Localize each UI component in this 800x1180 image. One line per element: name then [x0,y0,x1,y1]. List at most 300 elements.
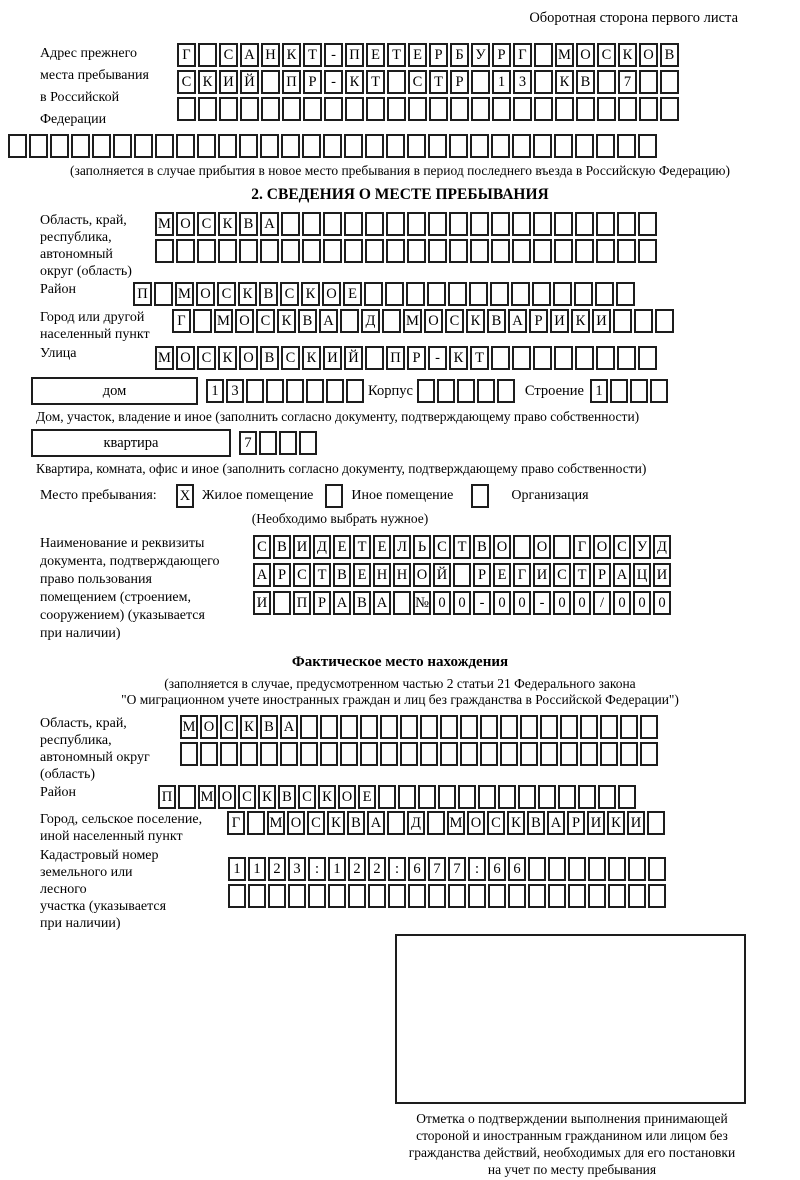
char-cell [500,742,518,766]
char-cell: 0 [513,591,531,615]
char-cell: С [408,70,427,94]
dom-box-label: дом [31,377,198,405]
char-cell [259,431,277,455]
char-cell [393,591,411,615]
char-cell: О [176,346,195,370]
char-cell [282,97,301,121]
char-cell [387,811,405,835]
char-cell [360,715,378,739]
char-cell [247,811,265,835]
label-line: при наличии) [40,626,121,641]
char-cell: : [468,857,486,881]
char-cell: 1 [328,857,346,881]
char-cell [588,884,606,908]
mesto-note: (Необходимо выбрать нужное) [251,511,429,526]
label-line: автономный [40,247,113,262]
char-cell [491,239,510,263]
char-cell [326,379,344,403]
char-cell [511,282,530,306]
char-cell: К [507,811,525,835]
char-cell: : [308,857,326,881]
char-cell: В [259,282,278,306]
prev-address-label [40,43,177,131]
prev-address-row-4 [8,134,800,158]
char-cell [344,239,363,263]
char-cell: Е [343,282,362,306]
char-cell [240,742,258,766]
char-cell: М [214,309,233,333]
char-cell: А [240,43,259,67]
char-cell [364,282,383,306]
kvartira-block [40,429,800,457]
char-cell [638,346,657,370]
char-cell [239,239,258,263]
char-cell: С [256,309,275,333]
caption-line: гражданства действий, необходимых для его постановки [408,1145,736,1160]
char-cell: И [533,563,551,587]
char-cell: В [660,43,679,67]
document-block [40,535,800,643]
char-cell: А [319,309,338,333]
fact-oblast-label [40,715,180,783]
char-cell [613,309,632,333]
char-cell: О [322,282,341,306]
fact-oblast-rows [180,715,658,766]
char-cell: О [413,563,431,587]
char-cell: К [258,785,276,809]
document-row-3 [253,591,671,615]
char-cell [340,309,359,333]
char-cell [8,134,27,158]
char-cell: У [471,43,490,67]
zhiloe-checkbox [176,484,194,508]
char-cell: М [155,212,174,236]
label-line: (область) [40,767,96,782]
char-cell: Д [653,535,671,559]
char-cell [528,857,546,881]
char-cell [273,591,291,615]
char-cell: Е [373,535,391,559]
oblast-block [40,212,800,280]
char-cell [50,134,69,158]
confirmation-stamp-box [395,934,746,1104]
char-cell: - [473,591,491,615]
stroenie-row [590,379,668,403]
char-cell: - [324,70,343,94]
char-cell [532,282,551,306]
char-cell [323,239,342,263]
char-cell: К [327,811,345,835]
char-cell: 7 [618,70,637,94]
char-cell [608,884,626,908]
org-checkbox [471,484,489,508]
char-cell: 1 [206,379,224,403]
char-cell: О [493,535,511,559]
fact-intro-line-2: "О миграционном учете иностранных граждан и лиц без гражданства в Российской Федерации") [121,692,679,707]
char-cell [620,742,638,766]
char-cell: 3 [513,70,532,94]
char-cell: С [298,785,316,809]
char-cell [575,212,594,236]
char-cell: И [627,811,645,835]
char-cell: Р [450,70,469,94]
char-cell: С [177,70,196,94]
char-cell: 1 [248,857,266,881]
char-cell [408,884,426,908]
char-cell: К [301,282,320,306]
prev-address-rows [177,43,679,121]
char-cell: Е [358,785,376,809]
char-cell: 7 [239,431,257,455]
char-cell: В [473,535,491,559]
char-cell: Р [529,309,548,333]
char-cell [574,282,593,306]
char-cell: П [133,282,152,306]
char-cell [508,884,526,908]
char-cell [428,212,447,236]
char-cell [323,134,342,158]
char-cell: О [196,282,215,306]
char-cell [500,715,518,739]
char-cell: О [200,715,218,739]
char-cell [198,97,217,121]
char-cell: В [576,70,595,94]
char-cell: А [280,715,298,739]
char-cell [460,715,478,739]
char-cell [449,212,468,236]
char-cell: Б [450,43,469,67]
char-cell: 1 [228,857,246,881]
char-cell: О [467,811,485,835]
mesto-label: Место пребывания: [40,488,157,503]
char-cell: И [653,563,671,587]
char-cell: Г [513,563,531,587]
char-cell [280,742,298,766]
char-cell: 2 [348,857,366,881]
char-cell: 1 [492,70,511,94]
char-cell: А [613,563,631,587]
char-cell [600,742,618,766]
char-cell: 1 [590,379,608,403]
char-cell [597,97,616,121]
char-cell [540,742,558,766]
char-cell: X [176,484,194,508]
char-cell [610,379,628,403]
char-cell [428,884,446,908]
char-cell: В [273,535,291,559]
char-cell [628,857,646,881]
char-cell: К [240,715,258,739]
char-cell: П [282,70,301,94]
char-cell [477,379,495,403]
ulitsa-block [40,346,800,370]
char-cell [180,742,198,766]
label-line: в Российской [40,90,120,105]
char-cell [634,309,653,333]
char-cell [29,134,48,158]
char-cell [366,97,385,121]
char-cell: - [324,43,343,67]
char-cell [344,134,363,158]
fact-raion-row [158,785,636,809]
char-cell [596,134,615,158]
section2-title: 2. СВЕДЕНИЯ О МЕСТЕ ПРЕБЫВАНИЯ [251,186,549,203]
char-cell: Е [493,563,511,587]
char-cell [513,97,532,121]
oblast-row-2 [155,239,657,263]
char-cell [576,97,595,121]
char-cell [534,97,553,121]
kvartira-box-label: квартира [31,429,231,457]
char-cell [155,134,174,158]
char-cell [639,97,658,121]
label-line: Город, сельское поселение, [40,812,203,827]
char-cell: В [347,811,365,835]
char-cell: К [607,811,625,835]
char-cell [193,309,212,333]
label-line: Наименование и реквизиты [40,536,205,551]
char-cell: К [238,282,257,306]
char-cell [380,715,398,739]
char-cell: М [198,785,216,809]
char-cell: С [197,346,216,370]
caption-line: Отметка о подтверждении выполнения принимающей [416,1111,728,1126]
char-cell [420,715,438,739]
char-cell [178,785,196,809]
char-cell: Й [433,563,451,587]
char-cell: С [217,282,236,306]
char-cell [490,282,509,306]
document-rows [253,535,671,615]
char-cell: К [571,309,590,333]
document-row-2 [253,563,671,587]
char-cell [218,239,237,263]
char-cell: И [587,811,605,835]
char-cell [427,811,445,835]
char-cell [407,134,426,158]
char-cell: А [367,811,385,835]
char-cell: А [260,212,279,236]
char-cell [420,742,438,766]
char-cell: Т [366,70,385,94]
char-cell: П [386,346,405,370]
char-cell [368,884,386,908]
char-cell: Р [593,563,611,587]
char-cell: С [280,282,299,306]
char-cell [449,239,468,263]
char-cell [407,239,426,263]
char-cell [440,715,458,739]
document-label [40,535,253,643]
char-cell: Р [473,563,491,587]
char-cell [302,239,321,263]
char-cell [408,97,427,121]
char-cell: : [388,857,406,881]
char-cell [268,884,286,908]
prev-address-row-3 [177,97,679,121]
char-cell [596,212,615,236]
char-cell [281,212,300,236]
dom-block [40,377,800,405]
char-cell: И [592,309,611,333]
inoe-label: Иное помещение [351,488,454,503]
char-cell [382,309,401,333]
char-cell: 0 [573,591,591,615]
char-cell [520,715,538,739]
char-cell [340,715,358,739]
char-cell [617,346,636,370]
char-cell: 3 [226,379,244,403]
prev-address-block [40,43,800,131]
char-cell [449,134,468,158]
char-cell [639,70,658,94]
label-line: Город или другой [40,310,145,325]
char-cell: Г [227,811,245,835]
char-cell: Г [172,309,191,333]
char-cell [429,97,448,121]
label-line: сооружением) (указывается [40,608,205,623]
char-cell [617,239,636,263]
char-cell [448,282,467,306]
char-cell: К [466,309,485,333]
fact-raion-block [40,785,800,809]
char-cell: Й [344,346,363,370]
char-cell [497,379,515,403]
char-cell [386,212,405,236]
char-cell [518,785,536,809]
char-cell [575,134,594,158]
char-cell [458,785,476,809]
char-cell: И [323,346,342,370]
korpus-row [417,379,515,403]
char-cell [638,239,657,263]
char-cell [92,134,111,158]
fact-oblast-block [40,715,800,783]
char-cell [520,742,538,766]
label-line: республика, [40,230,112,245]
char-cell [398,785,416,809]
char-cell [240,97,259,121]
kadastr-block [40,847,800,932]
char-cell [647,811,665,835]
char-cell: С [220,715,238,739]
char-cell [620,715,638,739]
char-cell [512,346,531,370]
char-cell [155,239,174,263]
char-cell: Г [573,535,591,559]
char-cell [261,70,280,94]
char-cell: С [219,43,238,67]
ulitsa-row [155,346,657,370]
char-cell: Р [313,591,331,615]
char-cell: 7 [448,857,466,881]
char-cell: Н [373,563,391,587]
char-cell: 2 [368,857,386,881]
char-cell [596,239,615,263]
char-cell [660,70,679,94]
char-cell [325,484,343,508]
char-cell: К [218,212,237,236]
char-cell: - [428,346,447,370]
char-cell: А [373,591,391,615]
char-cell [300,715,318,739]
document-row-1 [253,535,671,559]
char-cell: П [158,785,176,809]
char-cell: Ц [633,563,651,587]
char-cell: К [345,70,364,94]
char-cell [469,282,488,306]
char-cell: М [155,346,174,370]
char-cell [596,346,615,370]
char-cell: 0 [453,591,471,615]
char-cell [595,282,614,306]
char-cell: С [433,535,451,559]
char-cell [457,379,475,403]
label-line: Федерации [40,112,107,127]
kvartira-note: Квартира, комната, офис и иное (заполнить согласно документу, подтверждающему право собственности) [36,461,647,476]
char-cell [340,742,358,766]
char-cell: К [282,43,301,67]
prev-address-row-2 [177,70,679,94]
char-cell [450,97,469,121]
char-cell [365,239,384,263]
char-cell [470,212,489,236]
char-cell [568,884,586,908]
char-cell [638,134,657,158]
char-cell: Р [429,43,448,67]
char-cell: К [318,785,336,809]
char-cell [554,134,573,158]
char-cell [197,239,216,263]
char-cell [470,239,489,263]
char-cell: С [487,811,505,835]
fact-gorod-row [227,811,665,835]
fact-oblast-row-2 [180,742,658,766]
stamp-caption [397,1110,747,1178]
mesto-prebyvaniya-block [40,484,800,508]
char-cell [386,239,405,263]
char-cell: С [238,785,256,809]
char-cell [427,282,446,306]
char-cell: С [597,43,616,67]
char-cell: 6 [508,857,526,881]
char-cell: 0 [613,591,631,615]
char-cell [478,785,496,809]
char-cell: Н [393,563,411,587]
char-cell: Н [261,43,280,67]
char-cell [200,742,218,766]
inoe-checkbox [325,484,343,508]
char-cell [468,884,486,908]
char-cell [400,715,418,739]
char-cell: 0 [633,591,651,615]
char-cell: И [219,70,238,94]
char-cell [279,431,297,455]
char-cell: С [253,535,271,559]
char-cell: 0 [433,591,451,615]
char-cell [306,379,324,403]
char-cell [299,431,317,455]
label-line: земельного или лесного [40,865,133,897]
label-line: помещением (строением, [40,590,191,605]
char-cell [578,785,596,809]
char-cell: - [533,591,551,615]
char-cell: С [553,563,571,587]
char-cell: № [413,591,431,615]
char-cell: / [593,591,611,615]
char-cell: Т [303,43,322,67]
char-cell: Р [492,43,511,67]
